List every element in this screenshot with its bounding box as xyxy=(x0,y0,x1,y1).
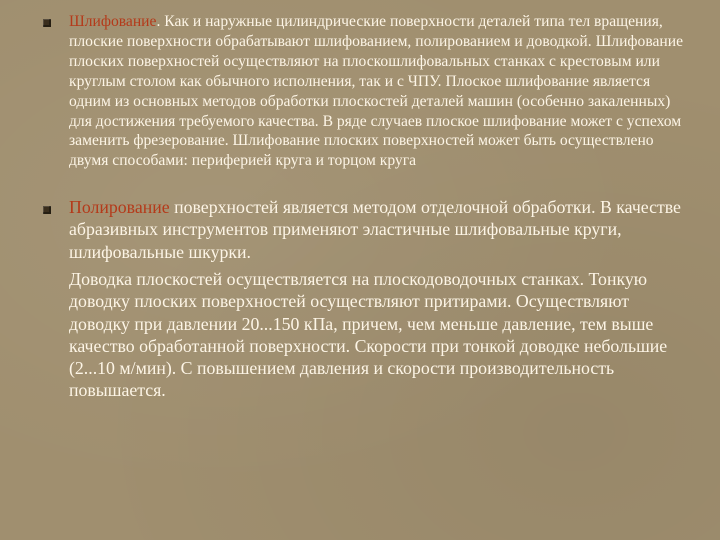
paragraph-grinding-text: . Как и наружные цилиндрические поверхности деталей типа тел вращения, плоские поверхности обрабатывают шлифованием, полированием и доводкой. Шлифование плоских поверхностей осуществляют на плоскошлифовальных станках с крестовым или круглым столом как обычного исполнения, так и с ЧПУ. Плоское шлифование является одним из основных методов обработки плоскостей деталей машин (особенно закаленных) для достижения требуемого качества. В ряде случаев плоское шлифование может с успехом заменить фрезерование. Шлифование плоских поверхностей может быть осуществлено двумя способами: периферией круга и торцом круга xyxy=(69,13,684,170)
paragraph-polishing xyxy=(69,196,684,263)
bullet-item-polishing xyxy=(69,196,684,263)
paragraph-polishing-text: поверхностей является методом отделочной обработки. В качестве абразивных инструментов применяют эластичные шлифовальные круги, шлифовальные шкурки. xyxy=(69,197,681,262)
paragraph-lapping: Доводка плоскостей осуществляется на плоскодоводочных станках. Тонкую доводку плоских поверхностей осуществляют притирами. Осуществляют доводку при давлении 20...150 кПа, причем, чем меньше давление, тем выше качество обработанной поверхности. Скорости при тонкой доводке небольшие (2...10 м/мин). С повышением давления и скорости производительность повышается. xyxy=(69,269,668,401)
term-polishing: Полирование xyxy=(69,197,170,217)
square-bullet-icon xyxy=(43,19,51,27)
square-bullet-icon xyxy=(43,206,51,214)
bullet-item-grinding xyxy=(69,12,684,171)
paragraph-lapping-block xyxy=(69,268,684,402)
term-grinding: Шлифование xyxy=(69,13,157,30)
paragraph-grinding xyxy=(69,12,684,171)
